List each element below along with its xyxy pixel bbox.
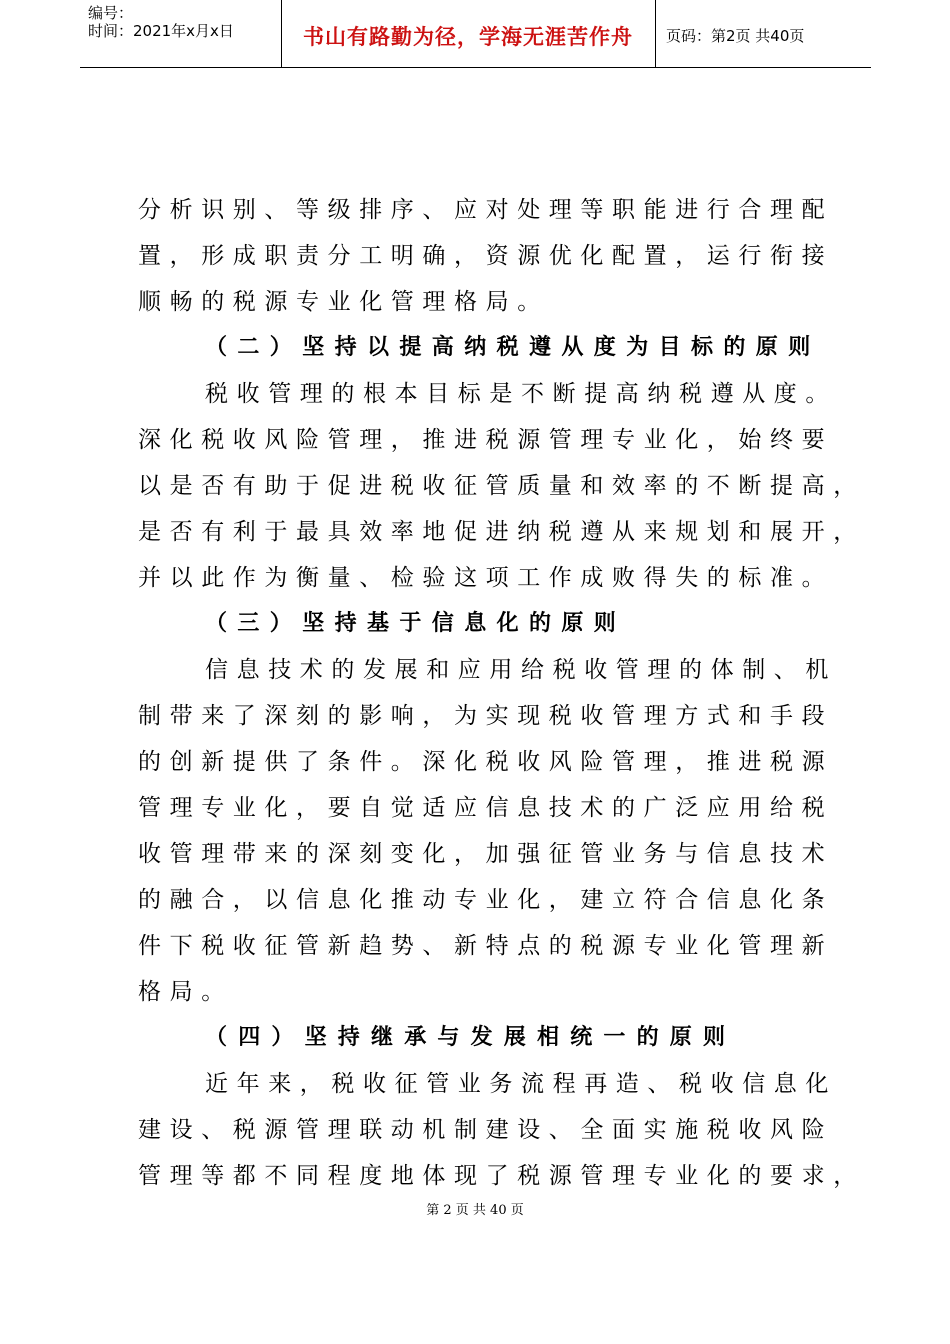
body-line: 制带来了深刻的影响，为实现税收管理方式和手段 xyxy=(138,703,834,729)
body-line: 置，形成职责分工明确，资源优化配置，运行衔接 xyxy=(138,243,834,269)
body-line: 深化税收风险管理，推进税源管理专业化，始终要 xyxy=(138,427,834,453)
document-number: 编号： xyxy=(88,4,134,22)
body-line: 近年来，税收征管业务流程再造、税收信息化 xyxy=(205,1071,837,1097)
header-motto: 书山有路勤为径，学海无涯苦作舟 xyxy=(303,25,633,49)
body-line: 的融合，以信息化推动专业化，建立符合信息化条 xyxy=(138,887,834,913)
body-line: 顺畅的税源专业化管理格局。 xyxy=(138,289,549,315)
body-line: 格局。 xyxy=(138,979,233,1005)
section-heading: （二）坚持以提高纳税遵从度为目标的原则 xyxy=(205,335,821,360)
section-heading: （三）坚持基于信息化的原则 xyxy=(205,611,627,636)
body-line: 税收管理的根本目标是不断提高纳税遵从度。 xyxy=(205,381,837,407)
page-footer: 第 2 页 共 40 页 xyxy=(426,1203,524,1218)
body-line: 管理等都不同程度地体现了税源管理专业化的要求， xyxy=(138,1163,865,1189)
header-page-info: 页码：第2页 共40页 xyxy=(666,27,805,45)
body-line: 收管理带来的深刻变化，加强征管业务与信息技术 xyxy=(138,841,834,867)
section-heading: （四）坚持继承与发展相统一的原则 xyxy=(205,1025,737,1050)
document-time: 时间：2021年x月x日 xyxy=(88,22,234,40)
body-line: 以是否有助于促进税收征管质量和效率的不断提高， xyxy=(138,473,865,499)
body-line: 的创新提供了条件。深化税收风险管理，推进税源 xyxy=(138,749,834,775)
header-rule xyxy=(80,67,871,68)
body-line: 信息技术的发展和应用给税收管理的体制、机 xyxy=(205,657,837,683)
header-divider xyxy=(655,0,656,67)
body-line: 建设、税源管理联动机制建设、全面实施税收风险 xyxy=(138,1117,834,1143)
body-line: 管理专业化，要自觉适应信息技术的广泛应用给税 xyxy=(138,795,834,821)
body-line: 件下税收征管新趋势、新特点的税源专业化管理新 xyxy=(138,933,834,959)
body-line: 并以此作为衡量、检验这项工作成败得失的标准。 xyxy=(138,565,834,591)
body-line: 分析识别、等级排序、应对处理等职能进行合理配 xyxy=(138,197,834,223)
body-line: 是否有利于最具效率地促进纳税遵从来规划和展开， xyxy=(138,519,865,545)
